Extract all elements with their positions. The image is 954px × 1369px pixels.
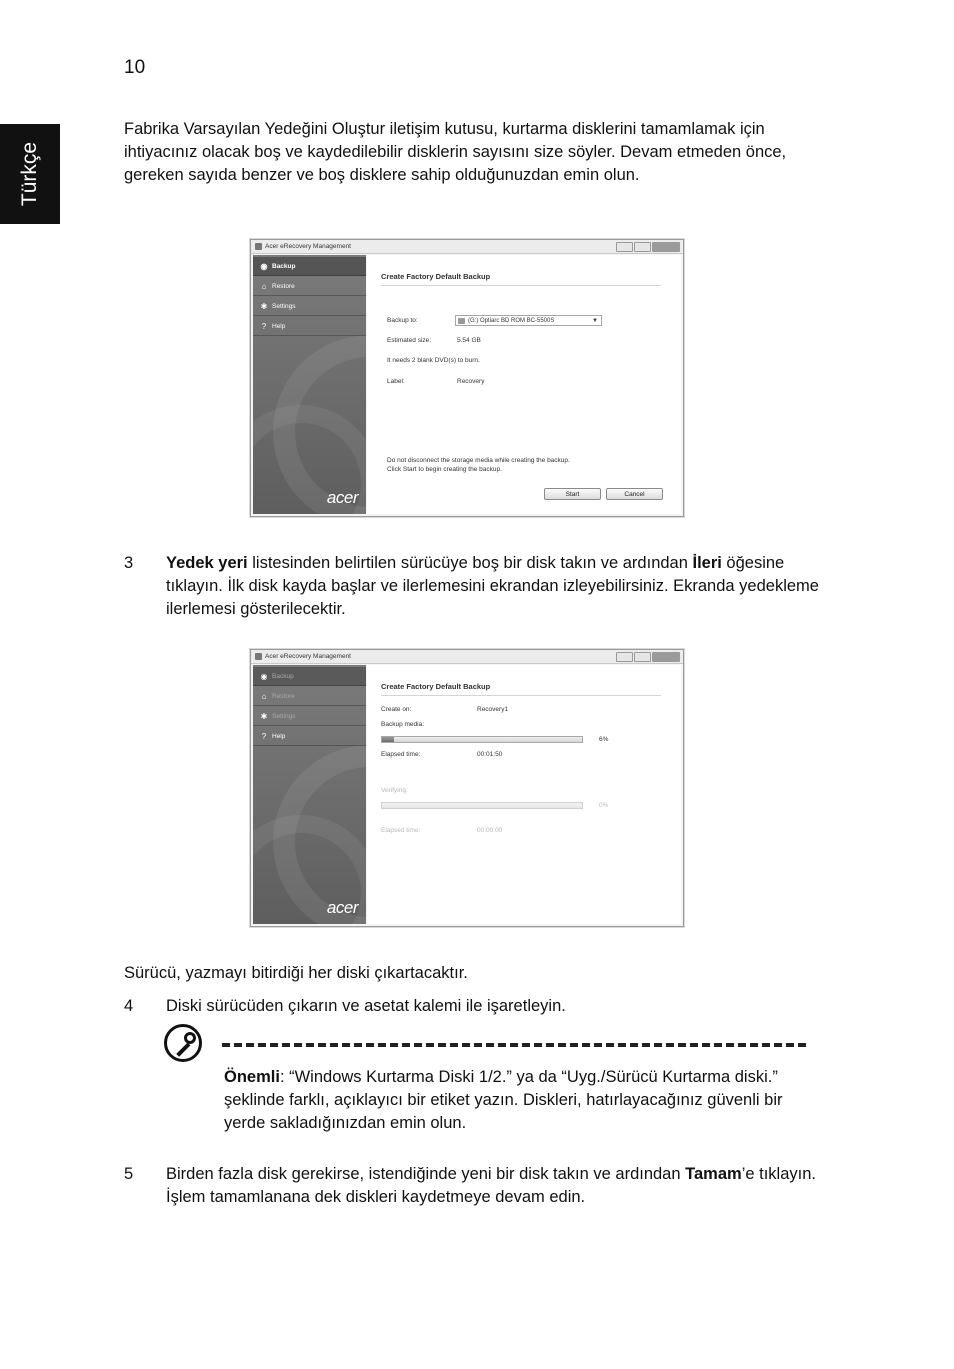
backup-icon: ◉ bbox=[260, 262, 268, 271]
backup-icon: ◉ bbox=[260, 672, 268, 681]
estimated-size-label: Estimated size: bbox=[387, 337, 432, 344]
help-icon: ? bbox=[261, 732, 267, 741]
intro-paragraph: Fabrika Varsayılan Yedeğini Oluştur iletişim kutusu, kurtarma disklerini tamamlamak için ihtiyacınız olacak boş ve kaydedilebilir disklerin sayısını size söyler. Devam etmeden önce, gereken sayıda benzer ve boş disklere sahip olduğunuzdan emin olun. bbox=[124, 120, 787, 184]
disc-drive-icon bbox=[458, 318, 465, 324]
sidebar-item-restore[interactable]: ⌂ Restore bbox=[253, 687, 366, 706]
backup-to-select[interactable]: (G:) Optiarc BD ROM BC-5500S ▼ bbox=[455, 315, 602, 326]
acer-logo: acer bbox=[326, 488, 358, 507]
backup-media-label: Backup media: bbox=[381, 721, 424, 728]
restore-icon: ⌂ bbox=[261, 692, 267, 701]
sidebar-item-restore[interactable]: ⌂ Restore bbox=[253, 277, 366, 296]
language-tab-label: Türkçe bbox=[18, 141, 41, 207]
verifying-label: Verifying: bbox=[381, 787, 408, 794]
settings-icon: ✱ bbox=[260, 712, 268, 721]
settings-icon: ✱ bbox=[260, 302, 268, 311]
maximize-icon[interactable] bbox=[634, 652, 651, 662]
backup-progress-fill bbox=[382, 737, 394, 742]
key-shaft bbox=[176, 1043, 190, 1057]
language-tab bbox=[0, 124, 60, 224]
verify-progress-percent: 0% bbox=[599, 802, 609, 809]
page-number: 10 bbox=[124, 57, 146, 78]
minimize-icon[interactable] bbox=[616, 652, 633, 662]
maximize-icon[interactable] bbox=[634, 242, 651, 252]
sidebar-item-backup[interactable]: ◉ Backup bbox=[253, 667, 366, 686]
backup-to-label: Backup to: bbox=[387, 317, 418, 324]
sidebar-item-settings[interactable]: ✱ Settings bbox=[253, 297, 366, 316]
restore-icon: ⌂ bbox=[261, 282, 267, 291]
note-divider bbox=[222, 1043, 806, 1047]
label-value: Recovery bbox=[457, 378, 485, 385]
important-note: Önemli: “Windows Kurtarma Diski 1/2.” ya da “Uyg./Sürücü Kurtarma diski.” şeklinde farklı, açıklayıcı bir etiket yazın. Diskleri, hatırlayacağınız güvenli bir yerde sakladığınızdan emin olun. bbox=[224, 1068, 783, 1132]
eject-paragraph: Sürücü, yazmayı bitirdiği her diski çıkartacaktır. bbox=[124, 964, 468, 982]
sidebar-item-help[interactable]: ? Help bbox=[253, 727, 366, 746]
term-backup-location: Yedek yeri bbox=[166, 554, 248, 572]
backup-progress-percent: 6% bbox=[599, 736, 609, 743]
term-next: İleri bbox=[692, 554, 722, 572]
term-ok: Tamam bbox=[685, 1165, 742, 1183]
elapsed-time-value: 00:01:50 bbox=[477, 751, 503, 758]
step-5-text: Birden fazla disk gerekirse, istendiğinde yeni bir disk takın ve ardından Tamam’e tıklayın. İşlem tamamlanana dek diskleri kaydetmeye devam edin. bbox=[166, 1165, 816, 1206]
heading-divider bbox=[381, 285, 661, 286]
app-icon bbox=[255, 653, 262, 660]
sidebar bbox=[253, 255, 366, 514]
sidebar-item-settings[interactable]: ✱ Settings bbox=[253, 707, 366, 726]
help-icon: ? bbox=[261, 322, 267, 331]
screenshot-backup-progress bbox=[250, 649, 684, 927]
panel-heading: Create Factory Default Backup bbox=[381, 272, 491, 281]
content-panel bbox=[367, 255, 681, 514]
verify-progress-bar bbox=[381, 802, 583, 809]
sidebar-item-help[interactable]: ? Help bbox=[253, 317, 366, 336]
blank-dvd-requirement: It needs 2 blank DVD(s) to burn. bbox=[387, 357, 480, 364]
acer-logo: acer bbox=[326, 898, 358, 917]
step-3-text: Yedek yeri listesinden belirtilen sürücüye boş bir disk takın ve ardından İleri öğesine tıklayın. İlk disk kayda başlar ve ilerlemesini ekrandan izleyebilirsiniz. Ekranda yedekleme ilerlemesi gösterilecektir. bbox=[166, 554, 819, 618]
window-titlebar bbox=[251, 650, 683, 664]
verify-elapsed-value: 00:00:00 bbox=[477, 827, 503, 834]
start-button[interactable]: Start bbox=[544, 488, 601, 500]
step-number: 4 bbox=[124, 997, 134, 1015]
estimated-size-value: 5.54 GB bbox=[457, 337, 481, 344]
backup-progress-bar bbox=[381, 736, 583, 743]
window-title: Acer eRecovery Management bbox=[265, 653, 351, 660]
window-titlebar bbox=[251, 240, 683, 254]
start-instruction: Click Start to begin creating the backup. bbox=[387, 466, 502, 473]
close-icon[interactable] bbox=[652, 242, 680, 252]
verify-elapsed-label: Elapsed time: bbox=[381, 827, 421, 834]
content-panel bbox=[367, 665, 681, 924]
note-label: Önemli bbox=[224, 1068, 280, 1086]
screenshot-backup-setup bbox=[250, 239, 684, 517]
close-icon[interactable] bbox=[652, 652, 680, 662]
cancel-button[interactable]: Cancel bbox=[606, 488, 663, 500]
heading-divider bbox=[381, 695, 661, 696]
step-number: 3 bbox=[124, 554, 134, 572]
create-on-value: Recovery1 bbox=[477, 706, 509, 713]
app-icon bbox=[255, 243, 262, 250]
panel-heading: Create Factory Default Backup bbox=[381, 682, 491, 691]
sidebar-item-backup[interactable]: ◉ Backup bbox=[253, 257, 366, 276]
disconnect-warning: Do not disconnect the storage media while creating the backup. bbox=[387, 457, 570, 464]
window-title: Acer eRecovery Management bbox=[265, 243, 351, 250]
elapsed-time-label: Elapsed time: bbox=[381, 751, 421, 758]
create-on-label: Create on: bbox=[381, 706, 412, 713]
chevron-down-icon: ▼ bbox=[592, 318, 598, 324]
step-4-text: Diski sürücüden çıkarın ve asetat kalemi ile işaretleyin. bbox=[166, 997, 566, 1015]
key-bow bbox=[184, 1032, 196, 1044]
minimize-icon[interactable] bbox=[616, 242, 633, 252]
sidebar bbox=[253, 665, 366, 924]
key-icon bbox=[164, 1024, 202, 1062]
label-label: Label: bbox=[387, 378, 405, 385]
step-number: 5 bbox=[124, 1165, 134, 1183]
